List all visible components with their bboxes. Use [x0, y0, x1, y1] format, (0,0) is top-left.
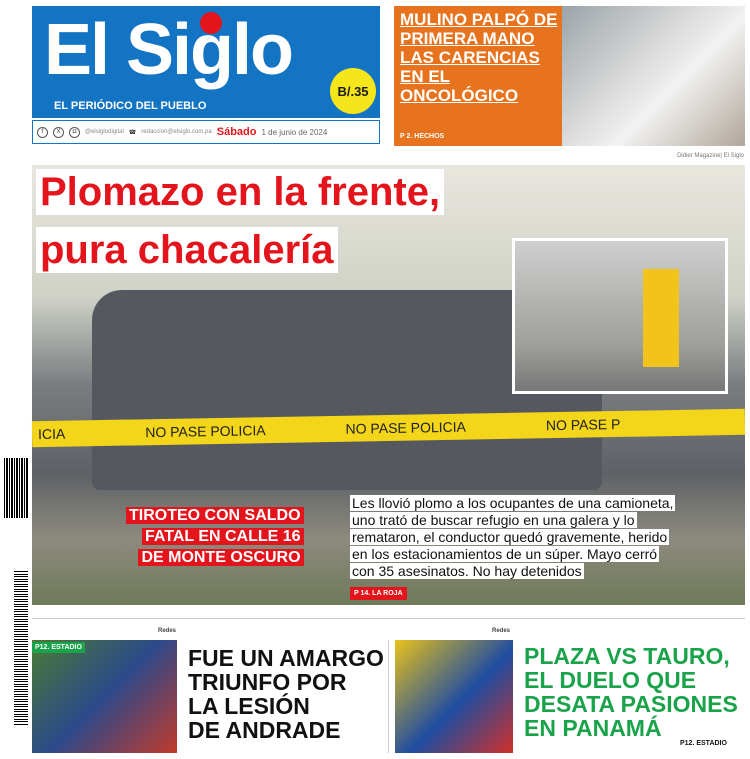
headline-line[interactable]: EN PANAMÁ — [524, 715, 662, 741]
story-deck — [350, 495, 740, 580]
main-photo — [32, 165, 745, 605]
facebook-icon[interactable]: f — [37, 127, 48, 138]
main-headline: Plomazo en la frente, — [36, 169, 444, 215]
photo-credit: Redes — [158, 628, 177, 634]
top-story-headline[interactable]: MULINO PALPÓ DE PRIMERA MANO LAS CARENCIAS EN EL ONCOLÓGICO — [400, 10, 558, 105]
divider — [388, 640, 389, 753]
headline-line[interactable]: FUE UN AMARGO — [188, 645, 384, 671]
deck-line: remataron, el conductor quedó gravemente, herido — [352, 529, 668, 545]
yellow-pillar — [643, 269, 679, 367]
headline-line[interactable]: DE ANDRADE — [188, 717, 341, 743]
bottom-headline[interactable] — [524, 644, 738, 740]
barcode — [4, 458, 28, 518]
top-story-page: P 2. HECHOS — [400, 133, 445, 140]
instagram-icon[interactable]: ◘ — [69, 127, 80, 138]
main-headline: pura chacalería — [36, 227, 338, 273]
tape-text: NO PASE P — [545, 415, 621, 434]
section-tag: P12. ESTADIO — [680, 740, 727, 747]
caption-line: FATAL EN CALLE 16 — [142, 528, 304, 545]
headline-line[interactable]: EL DUELO QUE — [524, 667, 697, 693]
social-handle[interactable]: @elsiglodigital — [85, 129, 124, 135]
date: 1 de junio de 2024 — [261, 127, 328, 137]
masthead — [32, 6, 380, 118]
photo-credit: Redes — [492, 628, 511, 634]
deck-line: uno trató de buscar refugio en una galera y lo — [352, 512, 635, 528]
whatsapp-icon: ☎ — [128, 129, 137, 136]
tape-text: NO PASE POLICIA — [345, 418, 467, 437]
logo: El Siglo — [44, 10, 293, 90]
x-icon[interactable]: X — [53, 127, 64, 138]
tagline: EL PERIÓDICO DEL PUEBLO — [54, 100, 207, 112]
email[interactable]: redaccion@elsiglo.com.pa — [141, 129, 212, 135]
barcode — [14, 570, 28, 725]
caption-line: TIROTEO CON SALDO — [126, 507, 304, 524]
tape-text: ICIA — [37, 425, 66, 443]
headline-line[interactable]: LA LESIÓN — [188, 693, 310, 719]
divider — [32, 618, 745, 619]
top-story[interactable] — [394, 6, 562, 146]
inset-photo — [512, 238, 728, 394]
info-bar — [32, 120, 380, 144]
price-badge: B/.35 — [330, 68, 376, 114]
deck-line: Les llovió plomo a los ocupantes de una camioneta, — [352, 495, 674, 511]
caption-line: DE MONTE OSCURO — [138, 549, 303, 566]
headline-line[interactable]: DESATA PASIONES — [524, 691, 738, 717]
section-tag: P12. ESTADIO — [32, 642, 85, 653]
headline-line[interactable]: PLAZA VS TAURO, — [524, 643, 730, 669]
photo-caption — [126, 505, 304, 568]
football-photo — [32, 640, 177, 753]
headline-line[interactable]: TRIUNFO POR — [188, 669, 347, 695]
photo-credit: Didier Magazine| El Siglo — [677, 153, 744, 159]
day: Sábado — [216, 126, 257, 138]
top-story-photo — [562, 6, 745, 146]
bottom-headline[interactable] — [188, 646, 384, 742]
deck-line: en los estacionamientos de un súper. Mayo cerró — [352, 546, 658, 562]
football-photo — [395, 640, 513, 753]
story-page: P 14. LA ROJA — [350, 587, 407, 600]
deck-line: con 35 asesinatos. No hay detenidos — [352, 563, 582, 579]
tape-text: NO PASE POLICIA — [145, 422, 266, 441]
